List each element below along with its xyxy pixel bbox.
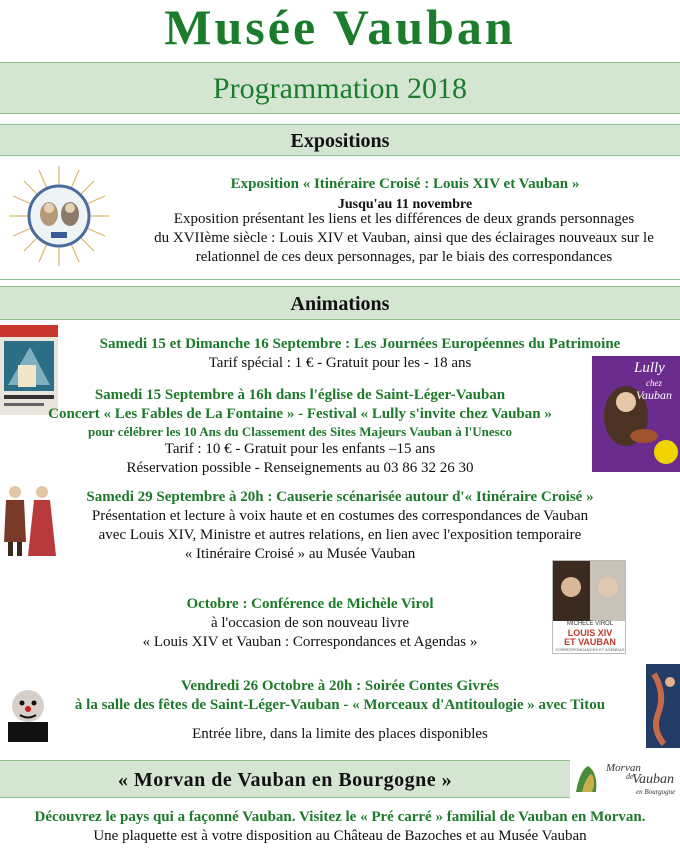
event-line: Tarif spécial : 1 € - Gratuit pour les - 18 ans (208, 355, 472, 371)
morvan-logo-text: Vauban (632, 772, 674, 787)
lully-poster-text: chez (646, 378, 662, 388)
morvan-logo-text: en Bourgogne (636, 788, 676, 796)
morvan-logo-text: de (626, 772, 634, 781)
program-title: Programmation 2018 (212, 72, 468, 105)
expositions-banner (0, 124, 680, 156)
event-title: Samedi 29 Septembre à 20h : Causerie scénarisée autour d'« Itinéraire Croisé » (86, 489, 594, 505)
exposition-title: Exposition « Itinéraire Croisé : Louis XIV et Vauban » (230, 176, 580, 192)
book-subtitle: CORRESPONDANCES ET AGENDAS (555, 647, 625, 652)
lully-poster-image (592, 356, 680, 472)
book-title: ET VAUBAN (564, 637, 616, 647)
section-divider (0, 279, 680, 280)
morvan-logo-text: Morvan (606, 762, 641, 774)
morvan-logo (570, 760, 680, 800)
morvan-invite-text: Découvrez le pays qui a façonné Vauban. Visitez le « Pré carré » familial de Vauban en Morvan. (34, 809, 646, 825)
event-title: Vendredi 26 Octobre à 20h : Soirée Contes Givrés (180, 678, 500, 694)
event-title: Samedi 15 Septembre à 16h dans l'église de Saint-Léger-Vauban (94, 387, 506, 403)
morvan-heading: « Morvan de Vauban en Bourgogne » (117, 769, 453, 791)
lully-poster-text: Lully (634, 360, 665, 376)
exposition-desc-line: Exposition présentant les liens et les différences de deux grands personnages (173, 211, 635, 227)
event-line: Entrée libre, dans la limite des places disponibles (192, 726, 488, 742)
morvan-info-text: Une plaquette est à votre disposition au Château de Bazoches et au Musée Vauban (93, 828, 587, 844)
event-title: Samedi 15 et Dimanche 16 Septembre : Les Journées Européennes du Patrimoine (99, 336, 621, 352)
book-author: MICHÈLE VIROL (566, 621, 614, 627)
event-title: Concert « Les Fables de La Fontaine » - Festival « Lully s'invite chez Vauban » (48, 406, 552, 422)
lully-poster-text: Vauban (636, 388, 672, 402)
event-title: à la salle des fêtes de Saint-Léger-Vauban - « Morceaux d'Antitoulogie » avec Titou (74, 697, 606, 713)
expositions-heading: Expositions (290, 130, 390, 152)
event-line: à l'occasion de son nouveau livre (210, 615, 410, 631)
exposition-medallion-image (6, 162, 112, 270)
animations-banner (0, 286, 680, 320)
animations-heading: Animations (290, 293, 390, 315)
page-title: Musée Vauban (164, 0, 516, 55)
event-line: « Louis XIV et Vauban : Correspondances et Agendas » (142, 634, 478, 650)
program-banner (0, 62, 680, 114)
book-title: LOUIS XIV (567, 628, 613, 638)
event-line: Réservation possible - Renseignements au 03 86 32 26 30 (126, 460, 474, 476)
exposition-desc-line: du XVIIème siècle : Louis XIV et Vauban, ainsi que des éclairages nouveaux sur le (154, 230, 654, 246)
exposition-desc-line: relationnel de ces deux personnages, par le biais des correspondances (195, 249, 613, 265)
event-subtitle: pour célébrer les 10 Ans du Classement des Sites Majeurs Vauban à l'Unesco (88, 424, 512, 439)
event-line: Présentation et lecture à voix haute et en costumes des correspondances de Vauban (91, 508, 589, 524)
event-line: « Itinéraire Croisé » au Musée Vauban (184, 546, 416, 562)
event-line: Tarif : 10 € - Gratuit pour les enfants –15 ans (164, 441, 436, 457)
event-title: Octobre : Conférence de Michèle Virol (186, 596, 434, 612)
exposition-date: Jusqu'au 11 novembre (337, 197, 473, 212)
contes-poster-image (646, 664, 680, 748)
event-line: avec Louis XIV, Ministre et autres relations, en lien avec l'exposition temporaire (98, 527, 582, 543)
